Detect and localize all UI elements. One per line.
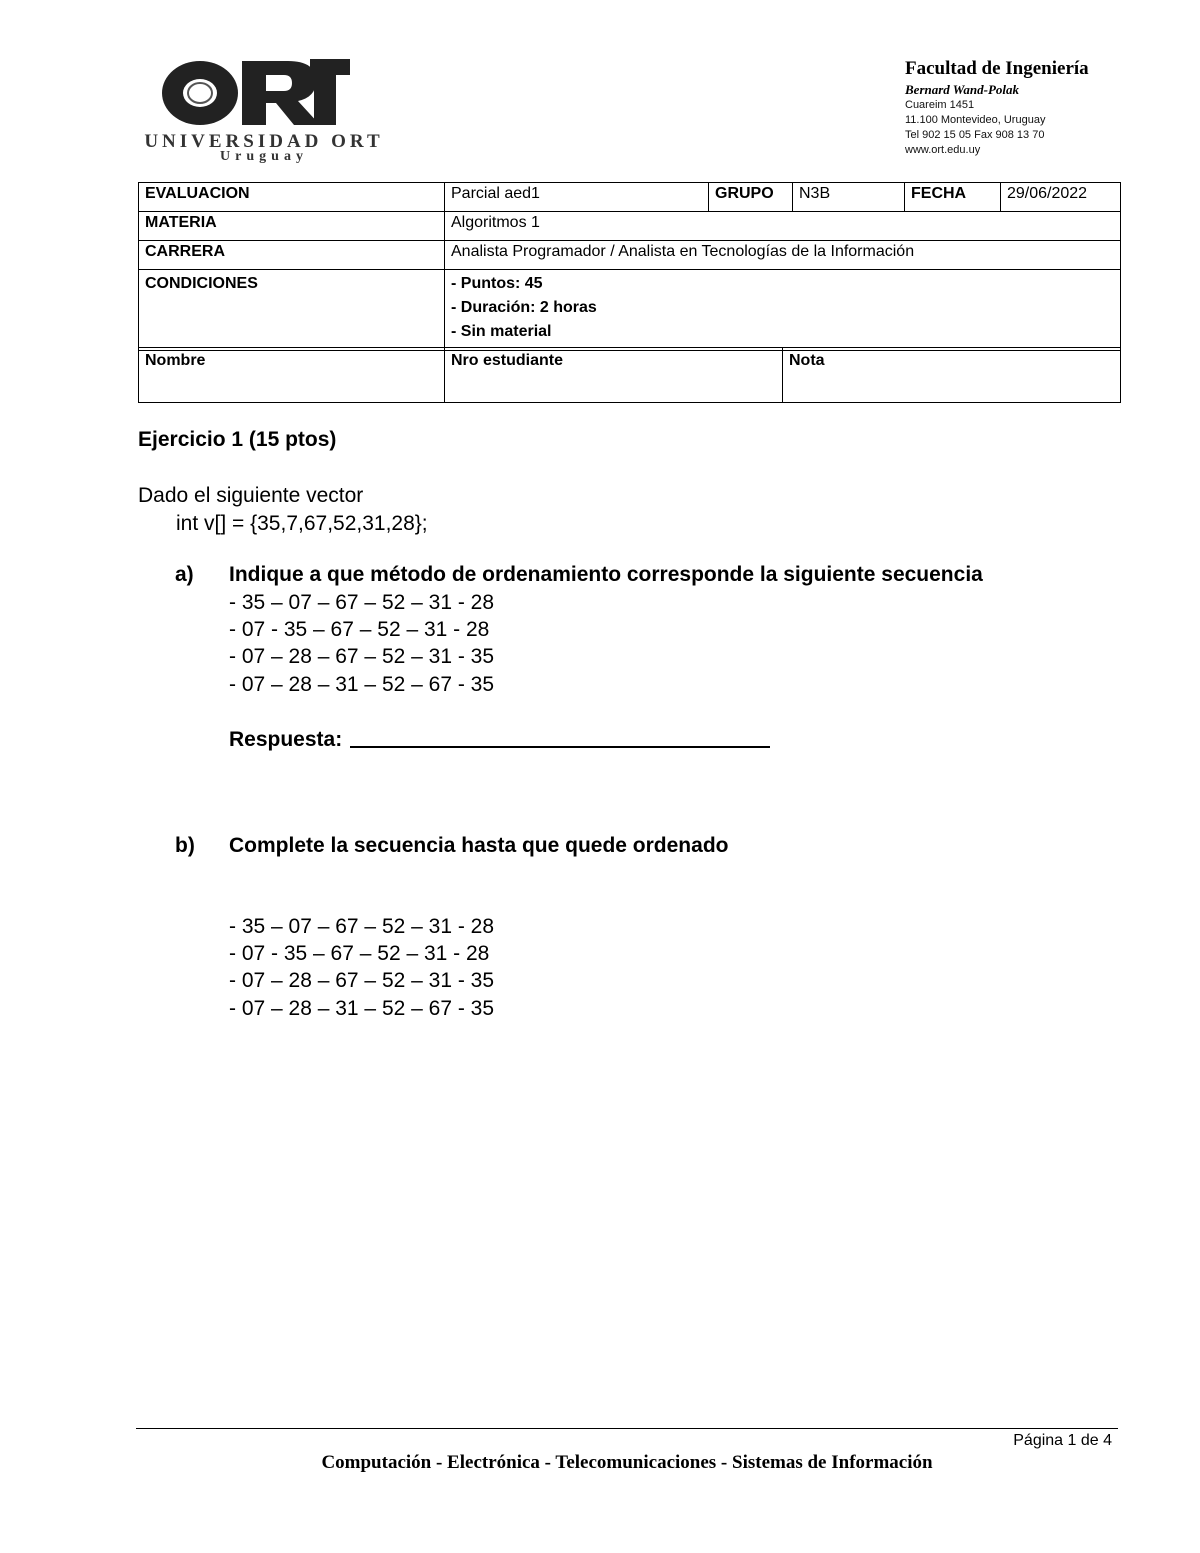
sequence-a-step: - 35 – 07 – 67 – 52 – 31 - 28 [229, 591, 495, 614]
sequence-a-step: - 07 – 28 – 31 – 52 – 67 - 35 [229, 672, 495, 696]
condicion-puntos: - Puntos: 45 [451, 275, 543, 292]
materia-value: Algoritmos 1 [445, 212, 1121, 241]
faculty-name: Bernard Wand-Polak [905, 82, 1020, 97]
faculty-address: Cuareim 1451 [905, 99, 975, 111]
exercise-intro [138, 482, 428, 538]
footer-divider [136, 1428, 1118, 1429]
student-info-table [138, 347, 1121, 403]
exam-header-table [138, 182, 1121, 351]
nro-estudiante-field[interactable]: Nro estudiante [445, 348, 783, 403]
faculty-block [905, 58, 1145, 158]
ort-logo-mark [138, 55, 390, 133]
intro-text: Dado el siguiente vector [138, 484, 364, 507]
carrera-value: Analista Programador / Analista en Tecnologías de la Información [445, 241, 1121, 270]
grupo-value: N3B [793, 183, 905, 212]
fecha-value: 29/06/2022 [1001, 183, 1121, 212]
materia-label: MATERIA [139, 212, 445, 241]
sequence-b-step: - 07 – 28 – 67 – 52 – 31 - 35 [229, 969, 495, 993]
sequence-a-step: - 07 - 35 – 67 – 52 – 31 - 28 [229, 618, 490, 642]
grupo-label: GRUPO [709, 183, 793, 212]
evaluacion-label: EVALUACION [139, 183, 445, 212]
condicion-duracion: - Duración: 2 horas [451, 299, 597, 316]
sequence-a-step: - 07 – 28 – 67 – 52 – 31 - 35 [229, 645, 495, 669]
carrera-label: CARRERA [139, 241, 445, 270]
faculty-title: Facultad de Ingeniería [905, 58, 1089, 79]
condicion-material: - Sin material [451, 323, 552, 340]
ort-logo [138, 55, 390, 167]
sequence-a [229, 589, 494, 698]
faculty-web: www.ort.edu.uy [905, 144, 981, 156]
answer-label: Respuesta: [229, 728, 343, 751]
nombre-field[interactable]: Nombre [139, 348, 445, 403]
sequence-b-step: - 07 – 28 – 31 – 52 – 67 - 35 [229, 996, 495, 1020]
condiciones-label: CONDICIONES [139, 270, 445, 351]
question-a-text: Indique a que método de ordenamiento corresponde la siguiente secuencia [229, 563, 983, 586]
fecha-label: FECHA [905, 183, 1001, 212]
vector-code: int v[] = {35,7,67,52,31,28}; [176, 512, 428, 535]
exercise-title: Ejercicio 1 (15 ptos) [138, 428, 337, 451]
question-b-text: Complete la secuencia hasta que quede ordenado [229, 834, 729, 857]
sequence-b [229, 913, 494, 1022]
faculty-city: 11.100 Montevideo, Uruguay [905, 114, 1046, 126]
page-number: Página 1 de 4 [1013, 1432, 1112, 1449]
sequence-b-step: - 07 - 35 – 67 – 52 – 31 - 28 [229, 942, 490, 966]
evaluacion-value: Parcial aed1 [445, 183, 709, 212]
question-b-label: b) [175, 834, 195, 857]
faculty-phone: Tel 902 15 05 Fax 908 13 70 [905, 129, 1045, 141]
footer-departments: Computación - Electrónica - Telecomunicaciones - Sistemas de Información [321, 1452, 933, 1473]
logo-university: UNIVERSIDAD ORT [144, 131, 384, 152]
logo-country: Uruguay [220, 149, 308, 164]
nota-field: Nota [783, 348, 1121, 403]
answer-blank-line[interactable] [350, 726, 770, 748]
sequence-b-step: - 35 – 07 – 67 – 52 – 31 - 28 [229, 915, 495, 938]
question-a-label: a) [175, 563, 194, 586]
condiciones-list [445, 270, 1121, 351]
answer-row [229, 726, 770, 752]
